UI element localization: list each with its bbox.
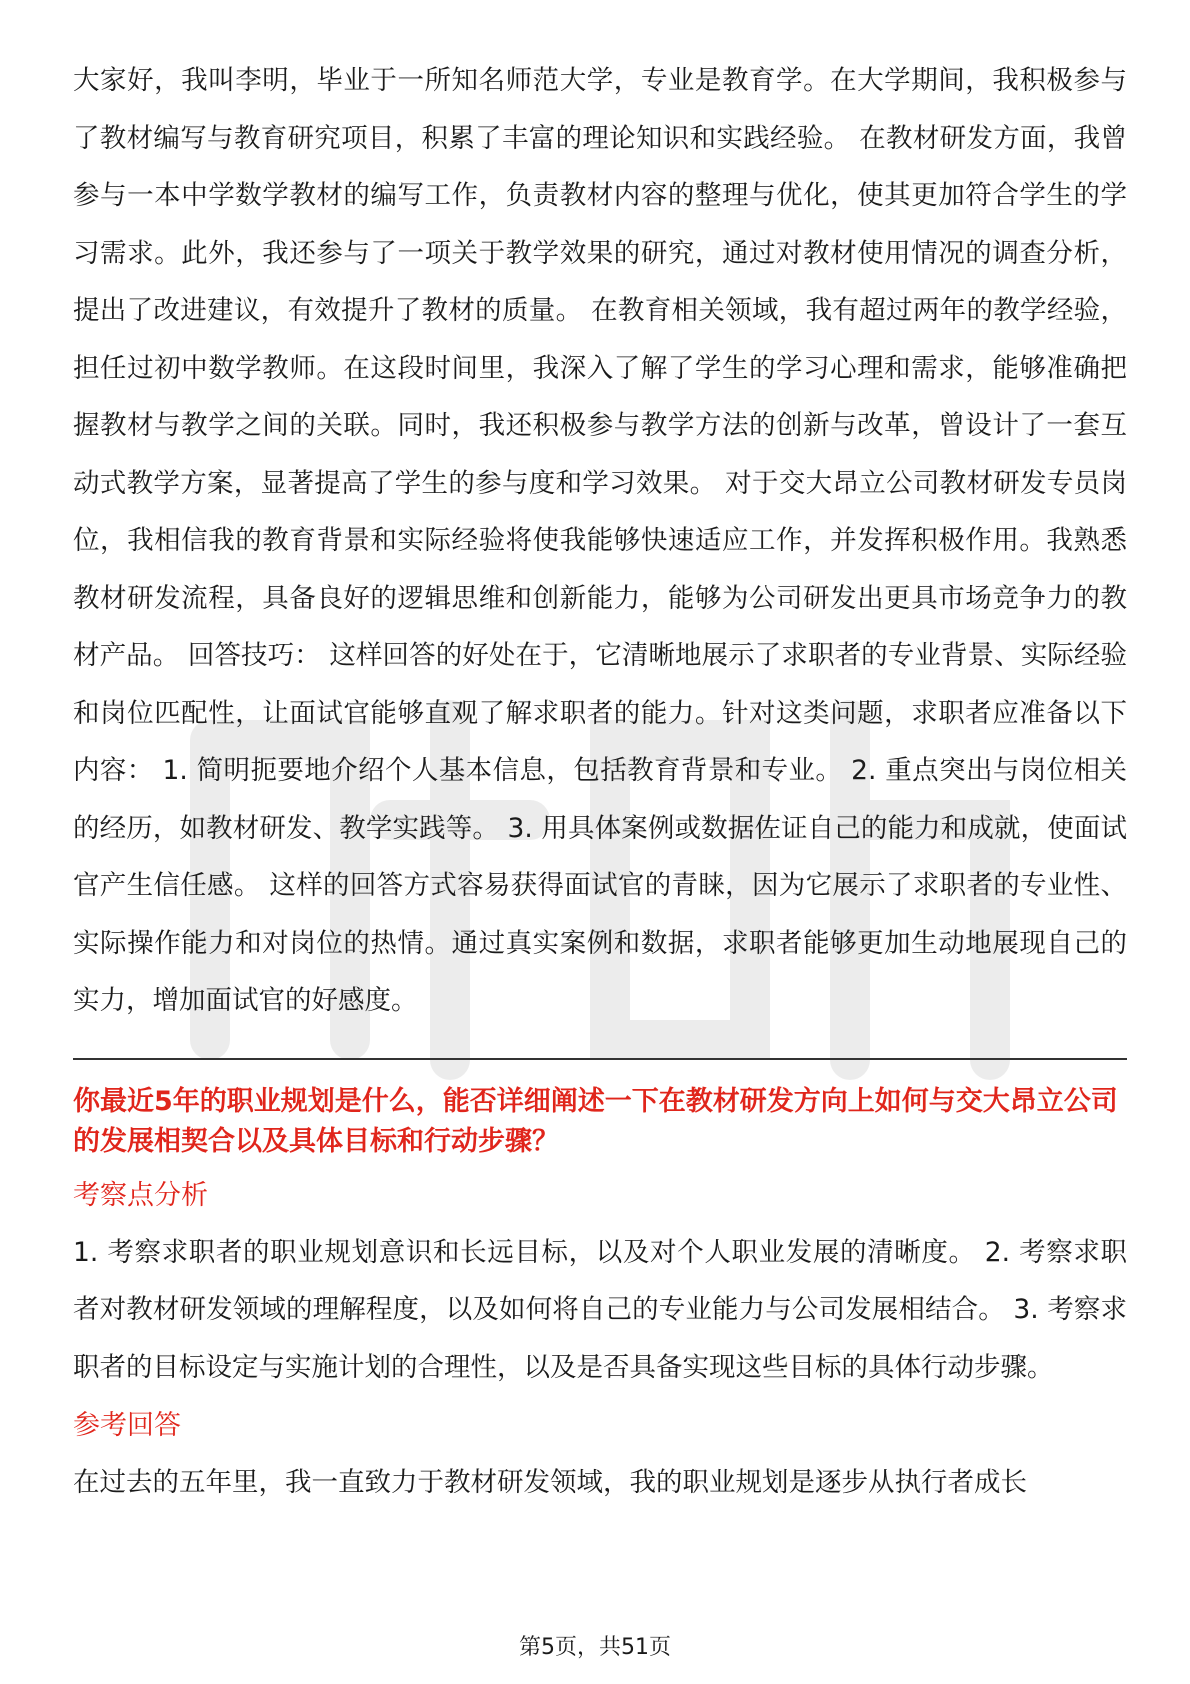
intro-paragraph: 大家好，我叫李明，毕业于一所知名师范大学，专业是教育学。在大学期间，我积极参与了教材编写与教育研究项目，积累了丰富的理论知识和实践经验。 在教材研发方面，我曾参与一本中学数学教材的编写工作，负责教材内容的整理与优化，使其更加符合学生的学习需求。此外，我还参与了一项关于教学效果的研究，通过对教材使用情况的调查分析，提出了改进建议，有效提升了教材的质量。 在教育相关领域，我有超过两年的教学经验，担任过初中数学教师。在这段时间里，我深入了解了学生的学习心理和需求，能够准确把握教材与教学之间的关联。同时，我还积极参与教学方法的创新与改革，曾设计了一套互动式教学方案，显著提高了学生的参与度和学习效果。 对于交大昂立公司教材研发专员岗位，我相信我的教育背景和实际经验将使我能够快速适应工作，并发挥积极作用。我熟悉教材研发流程，具备良好的逻辑思维和创新能力，能够为公司研发出更具市场竞争力的教材产品。 回答技巧： 这样回答的好处在于，它清晰地展示了求职者的专业背景、实际经验和岗位匹配性，让面试官能够直观了解求职者的能力。针对这类问题，求职者应准备以下内容： 1. 简明扼要地介绍个人基本信息，包括教育背景和专业。 2. 重点突出与岗位相关的经历，如教材研发、教学实践等。 3. 用具体案例或数据佐证自己的能力和成就，使面试官产生信任感。 这样的回答方式容易获得面试官的青睐，因为它展示了求职者的专业性、实际操作能力和对岗位的热情。通过真实案例和数据，求职者能够更加生动地展现自己的实力，增加面试官的好感度。 — [73, 65, 1127, 1016]
answer-text: 在过去的五年里，我一直致力于教材研发领域，我的职业规划是逐步从执行者成长 — [73, 1467, 1027, 1498]
answer-title: 参考回答 — [73, 1410, 181, 1441]
document-page — [73, 52, 1127, 1512]
analysis-title: 考察点分析 — [73, 1179, 208, 1211]
analysis-text: 1. 考察求职者的职业规划意识和长远目标，以及对个人职业发展的清晰度。 2. 考察求职者对教材研发领域的理解程度，以及如何将自己的专业能力与公司发展相结合。 3. 考察求职者的目标设定与实施计划的合理性，以及是否具备实现这些目标的具体行动步骤。 — [73, 1236, 1127, 1383]
section-divider — [73, 1058, 1127, 1060]
interview-question: 你最近5年的职业规划是什么，能否详细阐述一下在教材研发方向上如何与交大昂立公司的发展相契合以及具体目标和行动步骤？ — [73, 1085, 1118, 1157]
page-number: 第5页，共51页 — [519, 1635, 671, 1660]
